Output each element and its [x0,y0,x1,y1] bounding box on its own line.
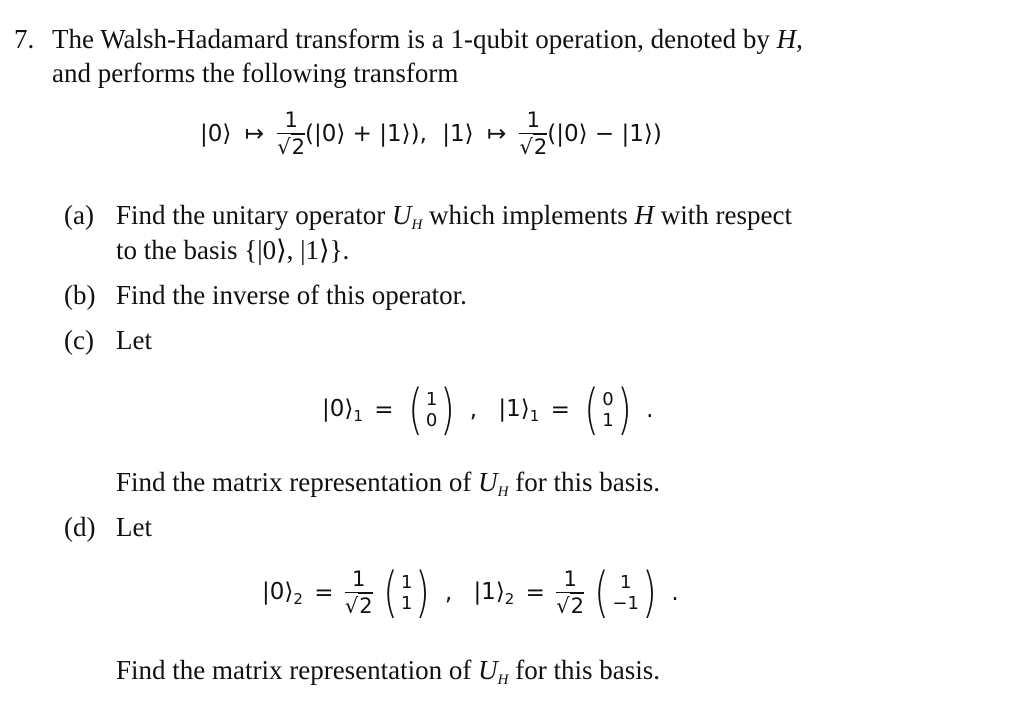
vector-entry: 1 [400,593,413,614]
c-vector-1: ( 0 1) [584,378,632,441]
c-find-text-a: Find the matrix representation of [116,467,479,497]
fraction-numerator: 1 [277,108,305,134]
intro-text-b: , [796,24,803,54]
part-a-text-c: with respect [654,200,792,230]
fraction-numerator: 1 [345,567,373,593]
fraction-denominator: √2 [344,594,373,618]
operator-subscript: H [497,672,509,688]
fraction-denominator: √2 [556,594,585,618]
part-c-equation [322,378,654,441]
transform-minus-expr: (|0⟩ − |1⟩) [547,121,662,147]
vector-entry: 0 [602,389,614,410]
c-ket0: $|0⟩_1$ [322,395,363,425]
part-d-let: Let [116,512,152,542]
symbol-h: H [634,200,654,230]
fraction-numerator: 1 [519,108,547,134]
d-vector-0: ( 1 1) [383,561,431,624]
c-equals-2: = [550,397,570,423]
part-d-find [116,655,660,689]
fraction-denominator [277,134,305,160]
c-vector-0: ( 1 0) [407,378,456,441]
c-period: . [646,397,654,423]
problem-intro-line1 [52,24,803,55]
c-find-text-b: for this basis. [508,467,660,497]
transform-equation [200,108,662,160]
intro-text-a: The Walsh-Hadamard transform is a 1-qubit operation, denoted by [52,24,777,54]
d-find-text-b: for this basis. [508,655,660,685]
fraction-numerator: 1 [556,567,584,593]
vector-entry: −1 [612,593,639,614]
vector-entry: 1 [619,572,632,593]
part-a-line1 [116,200,792,234]
intro-symbol-h: H [776,24,797,54]
part-c-label: (c) [64,325,94,355]
transform-ket0: |0⟩ [200,121,232,147]
part-d-equation [262,561,679,624]
transform-fraction-1 [277,108,305,160]
transform-comma: , [419,121,427,147]
d-ket0: $|0⟩_2$ [262,578,303,608]
operator-u: U [478,467,498,497]
vector-entry: 1 [425,389,438,410]
fraction-denominator [519,134,547,160]
mapsto-arrow-1: ↦ [244,121,264,147]
mapsto-arrow-2: ↦ [486,121,507,147]
part-d-label: (d) [64,512,96,542]
c-ket1: $|1⟩_1$ [498,395,540,425]
operator-u: U [391,200,412,230]
d-find-text-a: Find the matrix representation of [116,655,479,685]
d-fraction-1 [345,567,373,619]
d-period: . [671,580,679,606]
c-equals-1: = [374,397,394,423]
vector-entry: 0 [425,410,438,431]
part-b-text: Find the inverse of this operator. [116,280,467,310]
part-a-line2: to the basis {|0⟩, |1⟩}. [116,235,350,265]
sqrt-sign: √ [519,135,533,159]
problem-number: 7. [14,24,35,54]
operator-u: U [478,655,498,685]
operator-subscript: H [497,484,509,500]
transform-fraction-2 [519,108,547,160]
part-a-text-a: Find the unitary operator [116,200,392,230]
d-fraction-2 [556,567,584,619]
sqrt-sign: √ [277,135,291,159]
d-ket1: $|1⟩_2$ [473,578,515,608]
d-equals-2: = [525,580,545,606]
sqrt-radicand: 2 [291,135,306,159]
part-c-let: Let [116,325,152,355]
problem-intro-line2: and performs the following transform [52,58,459,88]
vector-entry: 1 [400,572,413,593]
operator-subscript: H [411,217,423,233]
part-a-label: (a) [64,200,94,230]
part-a-text-b: which implements [422,200,635,230]
c-comma: , [469,397,478,423]
transform-ket1: |1⟩ [442,121,474,147]
d-comma: , [444,580,453,606]
vector-entry: 1 [602,410,614,431]
sqrt-radicand: 2 [533,135,548,159]
d-equals-1: = [314,580,334,606]
part-c-find [116,467,660,501]
d-vector-1: ( 1 −1) [594,561,657,624]
part-b-label: (b) [64,280,96,310]
transform-plus-expr: (|0⟩ + |1⟩) [305,121,420,147]
